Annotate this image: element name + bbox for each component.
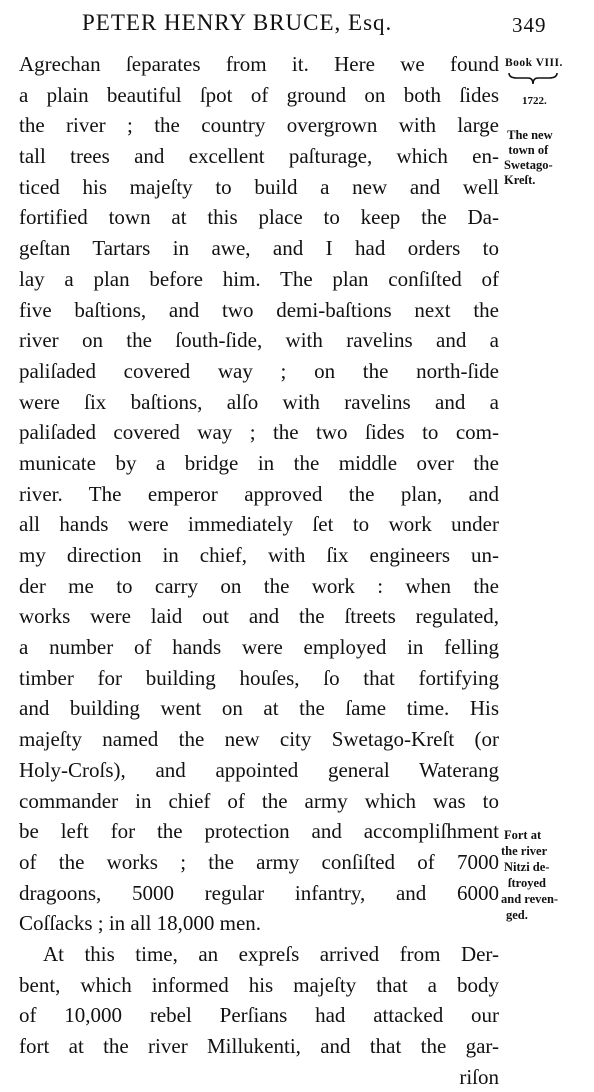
margin-note-line: Kreſt. <box>504 173 536 187</box>
text-line: a number of hands were employed in felling <box>19 635 499 660</box>
text-line: of 10,000 rebel Perſians had attacked our <box>19 1003 499 1028</box>
text-line: At this time, an expreſs arrived from Der- <box>43 941 499 966</box>
text-line: Holy-Croſs), and appointed general Waterang <box>19 757 499 782</box>
text-line: were ſix baſtions, alſo with ravelins and a <box>19 389 499 414</box>
margin-note-line: Nitzi de- <box>504 860 550 874</box>
text-line: commander in chief of the army which was to <box>19 788 499 813</box>
brace-ornament <box>507 70 559 86</box>
margin-note-line: ſtroyed <box>508 876 546 890</box>
text-line: riſon <box>459 1064 499 1089</box>
text-line: municate by a bridge in the middle over the <box>19 450 499 475</box>
page-header <box>0 10 594 42</box>
text-line: lay a plan before him. The plan conſiſted of <box>19 266 499 291</box>
text-line: Coſſacks ; in all 18,000 men. <box>19 911 262 936</box>
margin-note-new-town <box>504 128 553 188</box>
margin-note-line: The new <box>507 128 553 142</box>
text-line: my direction in chief, with ſix engineers un- <box>19 543 499 567</box>
margin-note-line: Fort at <box>504 828 542 842</box>
margin-note-line: the river <box>501 844 548 858</box>
text-line: geſtan Tartars in awe, and I had orders to <box>19 236 499 261</box>
margin-note-line: town of <box>508 143 549 157</box>
margin-book-label: Book VIII. <box>505 57 563 69</box>
text-line: bent, which informed his majeſty that a body <box>19 972 499 997</box>
text-line: tall trees and excellent paſturage, which en- <box>19 144 499 169</box>
text-line: a plain beautiful ſpot of ground on both ſides <box>19 82 499 107</box>
body-text <box>19 49 499 1092</box>
text-line: timber for building houſes, ſo that fortifying <box>19 665 499 690</box>
text-line: der me to carry on the work : when the <box>19 573 499 598</box>
text-line: river on the ſouth-ſide, with ravelins and a <box>19 328 499 353</box>
text-line: and building went on at the ſame time. His <box>19 696 499 721</box>
text-line: majeſty named the new city Swetago-Kreſt (or <box>19 727 499 752</box>
text-line: of the works ; the army conſiſted of 7000 <box>19 849 499 874</box>
text-line: river. The emperor approved the plan, and <box>19 481 499 506</box>
text-line: paliſaded covered way ; on the north-ſide <box>19 358 499 383</box>
margin-note-line: Swetago- <box>504 158 553 172</box>
text-line: dragoons, 5000 regular infantry, and 6000 <box>19 880 499 905</box>
margin-year: 1722. <box>522 95 547 107</box>
margin-note-line: ged. <box>506 908 528 922</box>
margin-note-line: and reven- <box>501 892 559 906</box>
text-line: be left for the protection and accompliſhment <box>19 819 499 844</box>
text-line: fortified town at this place to keep the Da- <box>19 205 499 230</box>
text-line: fort at the river Millukenti, and that the gar- <box>19 1034 499 1058</box>
text-line: Agrechan ſeparates from it. Here we found <box>19 52 499 76</box>
text-line: paliſaded covered way ; the two ſides to com- <box>19 420 499 445</box>
text-line: five baſtions, and two demi-baſtions next the <box>19 297 499 322</box>
margin-note-fort <box>496 827 558 923</box>
running-head: PETER HENRY BRUCE, Esq. <box>82 10 393 35</box>
page-number: 349 <box>512 13 547 37</box>
text-line: ticed his majeſty to build a new and well <box>19 174 499 199</box>
text-line: the river ; the country overgrown with large <box>19 113 499 138</box>
text-line: works were laid out and the ſtreets regulated, <box>19 604 499 629</box>
text-line: all hands were immediately ſet to work under <box>19 512 499 537</box>
